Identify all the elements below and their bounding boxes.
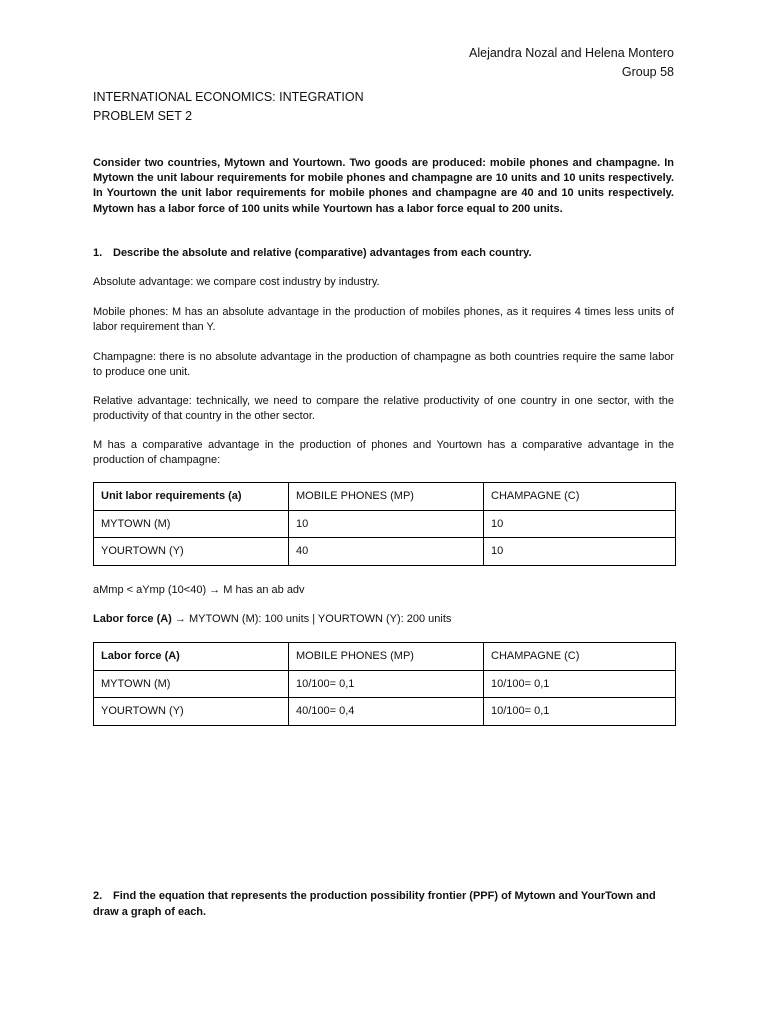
question-1 (93, 247, 532, 259)
table-cell: 10/100= 0,1 (484, 698, 676, 726)
table-header-cell: CHAMPAGNE (C) (484, 483, 676, 511)
champagne-paragraph: Champagne: there is no absolute advantage in the production of champagne as both countries require the same labor to produce one unit. (93, 351, 674, 378)
authors-line: Alejandra Nozal and Helena Montero (469, 46, 674, 60)
table-row (94, 538, 676, 566)
course-block (93, 88, 364, 125)
course-title: INTERNATIONAL ECONOMICS: INTEGRATION (93, 90, 364, 104)
comparison-line: aMmp < aYmp (10<40) → M has an ab adv (93, 584, 305, 596)
header-block (469, 44, 674, 82)
unit-labor-requirements-table (93, 482, 676, 566)
labor-force-line (93, 613, 451, 625)
table-cell: 40/100= 0,4 (289, 698, 484, 726)
problem-set-title: PROBLEM SET 2 (93, 108, 193, 123)
table-cell: MYTOWN (M) (94, 510, 289, 538)
comparative-advantage-paragraph: M has a comparative advantage in the production of phones and Yourtown has a comparative advantage in the production of champagne: (93, 439, 674, 466)
question-1-text: Describe the absolute and relative (comparative) advantages from each country. (113, 247, 532, 259)
table-cell: 10 (289, 510, 484, 538)
table-cell: YOURTOWN (Y) (94, 538, 289, 566)
labor-force-table (93, 642, 676, 726)
table-header-cell: MOBILE PHONES (MP) (289, 483, 484, 511)
table-row (94, 670, 676, 698)
relative-advantage-paragraph: Relative advantage: technically, we need to compare the relative productivity of one country in one sector, with the productivity of that country in the other sector. (93, 395, 674, 422)
question-2 (93, 889, 674, 920)
table-row (94, 510, 676, 538)
table-cell: YOURTOWN (Y) (94, 698, 289, 726)
question-1-number: 1. (93, 247, 103, 259)
question-2-number: 2. (93, 890, 103, 902)
mobile-phones-paragraph: Mobile phones: M has an absolute advantage in the production of mobiles phones, as it requires 4 times less units of labor requirement than Y. (93, 306, 674, 333)
labor-force-values: → MYTOWN (M): 100 units | YOURTOWN (Y): 200 units (171, 613, 452, 625)
labor-force-label: Labor force (A) (93, 613, 172, 625)
table-header-cell: Labor force (A) (94, 643, 289, 671)
table-header-row (94, 643, 676, 671)
group-line: Group 58 (621, 65, 674, 79)
table-cell: MYTOWN (M) (94, 670, 289, 698)
question-2-text: Find the equation that represents the production possibility frontier (PPF) of Mytown and YourTown and draw a graph of each. (93, 890, 656, 918)
absolute-advantage-intro: Absolute advantage: we compare cost industry by industry. (93, 276, 380, 288)
table-header-cell: MOBILE PHONES (MP) (289, 643, 484, 671)
table-cell: 10 (484, 510, 676, 538)
table-header-cell: Unit labor requirements (a) (94, 483, 289, 511)
table-cell: 10 (484, 538, 676, 566)
problem-statement: Consider two countries, Mytown and Yourtown. Two goods are produced: mobile phones and champagne. In Mytown the unit labour requirements for mobile phones and champagne are 10 units and 10 units respectively. In Yourtown the unit labor requirements for mobile phones and champagne are 40 and 10 units respectively. Mytown has a labor force of 100 units while Yourtown has a labor force equal to 200 units. (93, 157, 674, 215)
table-row (94, 698, 676, 726)
table-header-cell: CHAMPAGNE (C) (484, 643, 676, 671)
table-header-row (94, 483, 676, 511)
table-cell: 10/100= 0,1 (289, 670, 484, 698)
table-cell: 10/100= 0,1 (484, 670, 676, 698)
table-cell: 40 (289, 538, 484, 566)
